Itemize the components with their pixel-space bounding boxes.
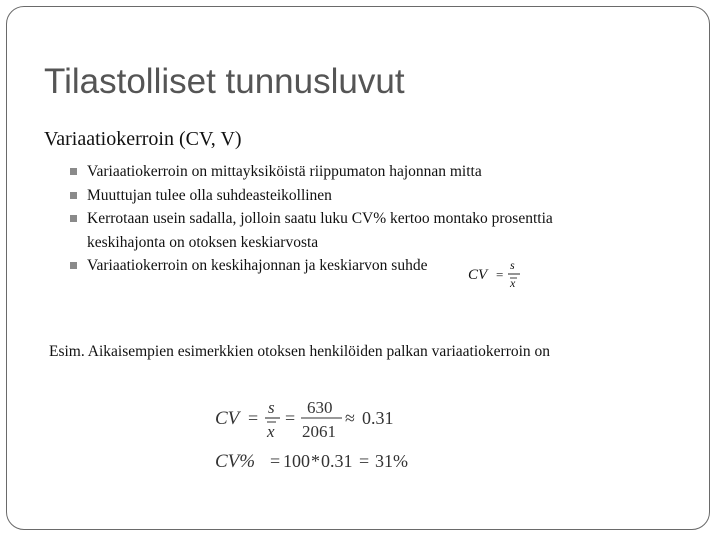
formula-factor: 100: [283, 451, 310, 471]
formula-lhs: CV: [215, 408, 240, 429]
example-text: Esim. Aikaisempien esimerkkien otoksen henkilöiden palkan variaatiokerroin on: [49, 343, 551, 360]
slide-title: Tilastolliset tunnusluvut: [44, 62, 405, 101]
bullet-text-continuation: keskihajonta on otoksen keskiarvosta: [87, 233, 319, 251]
bullet-text: Kerrotaan usein sadalla, jolloin saatu luku CV% kertoo montako prosenttia: [87, 210, 553, 227]
formula-numerator: s: [510, 258, 515, 272]
formula-approx: ≈: [345, 408, 355, 428]
bullet-item: [70, 160, 670, 184]
bullet-text: Variaatiokerroin on mittayksiköistä riippumaton hajonnan mitta: [87, 163, 482, 180]
bullet-item: [70, 207, 670, 254]
fraction1-numerator: s: [268, 398, 275, 417]
bullet-item: [70, 254, 670, 278]
formula-equals: =: [270, 451, 281, 471]
inline-cv-formula: [466, 254, 526, 294]
formula-lhs: CV%: [215, 451, 256, 472]
formula-equals: =: [359, 451, 370, 471]
formula-lhs: CV: [468, 267, 488, 283]
bullet-text: Variaatiokerroin on keskihajonnan ja keskiarvon suhde: [87, 257, 428, 274]
bullet-item: [70, 184, 670, 208]
fraction1-denominator: x: [267, 422, 275, 441]
formula-equals: =: [248, 408, 259, 428]
formula-factor: 0.31: [321, 451, 353, 471]
formula-times: *: [311, 451, 320, 471]
formula-result: 31%: [375, 451, 408, 471]
formula-denominator: x: [510, 276, 516, 290]
fraction2-numerator: 630: [307, 398, 333, 417]
bullet-list: [70, 160, 670, 278]
formula-equals: =: [285, 408, 296, 428]
bullet-text: Muuttujan tulee olla suhdeasteikollinen: [87, 186, 332, 204]
example-formula: [212, 393, 432, 475]
fraction2-denominator: 2061: [302, 422, 336, 441]
formula-result: 0.31: [362, 408, 394, 428]
square-bullet-icon: [70, 168, 77, 175]
formula-equals: =: [496, 267, 504, 282]
square-bullet-icon: [70, 192, 77, 199]
square-bullet-icon: [70, 215, 77, 222]
section-heading: Variaatiokerroin (CV, V): [44, 128, 242, 150]
square-bullet-icon: [70, 262, 77, 269]
